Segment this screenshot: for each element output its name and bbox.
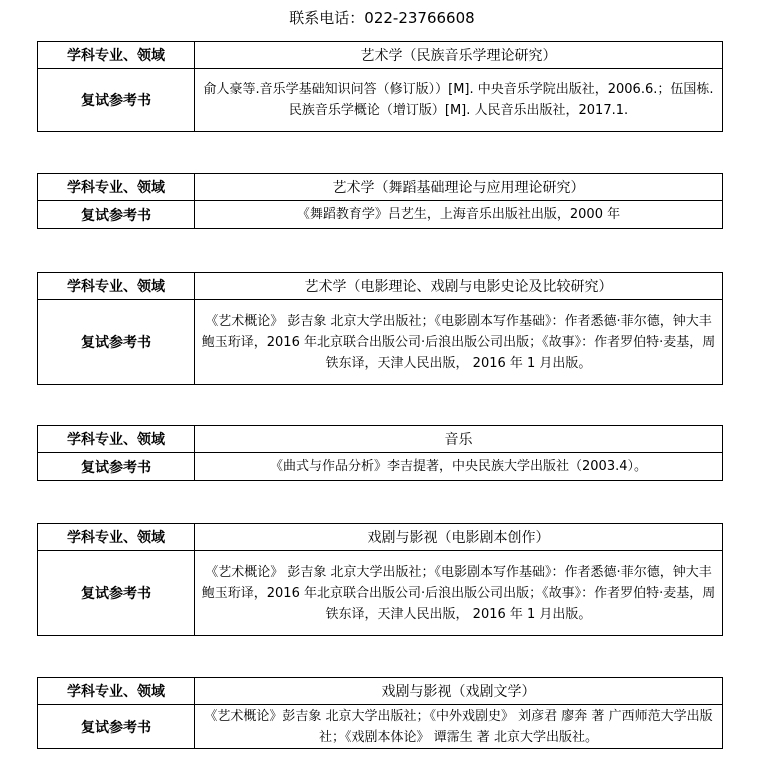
books-value: 俞人豪等.音乐学基础知识问答（修订版））[M]. 中央音乐学院出版社，2006.6.；伍国栋.民族音乐学概论（增订版）[M]. 人民音乐出版社，2017.1. (195, 69, 723, 132)
field-value: 戏剧与影视（戏剧文学） (195, 678, 723, 705)
spec-table-5 (37, 523, 723, 636)
books-label: 复试参考书 (38, 300, 195, 385)
field-value: 艺术学（民族音乐学理论研究） (195, 42, 723, 69)
field-value: 艺术学（电影理论、戏剧与电影史论及比较研究） (195, 273, 723, 300)
books-value: 《曲式与作品分析》李吉提著，中央民族大学出版社（2003.4）。 (195, 453, 723, 481)
field-label: 学科专业、领域 (38, 678, 195, 705)
books-value: 《艺术概论》彭吉象 北京大学出版社；《中外戏剧史》 刘彦君 廖奔 著 广西师范大学出版社；《戏剧本体论》 谭霈生 著 北京大学出版社。 (195, 705, 723, 749)
field-value: 戏剧与影视（电影剧本创作） (195, 524, 723, 551)
books-row (38, 705, 723, 749)
field-row (38, 273, 723, 300)
contact-phone: 联系电话：022-23766608 (289, 9, 475, 27)
books-row (38, 300, 723, 385)
books-row (38, 453, 723, 481)
field-label: 学科专业、领域 (38, 42, 195, 69)
field-label: 学科专业、领域 (38, 273, 195, 300)
books-value: 《艺术概论》 彭吉象 北京大学出版社；《电影剧本写作基础》：作者悉德·菲尔德，钟大丰 鲍玉珩译，2016 年北京联合出版公司·后浪出版公司出版；《故事》：作者罗伯特·麦基，周铁东译，天津人民出版， 2016 年 1 月出版。 (195, 551, 723, 636)
spec-table-2 (37, 173, 723, 229)
field-label: 学科专业、领域 (38, 174, 195, 201)
spec-table-1 (37, 41, 723, 132)
field-value: 艺术学（舞蹈基础理论与应用理论研究） (195, 174, 723, 201)
field-row (38, 174, 723, 201)
books-label: 复试参考书 (38, 453, 195, 481)
field-row (38, 42, 723, 69)
spec-table-4 (37, 425, 723, 481)
books-value: 《舞蹈教育学》吕艺生，上海音乐出版社出版，2000 年 (195, 201, 723, 229)
books-label: 复试参考书 (38, 201, 195, 229)
field-label: 学科专业、领域 (38, 426, 195, 453)
books-label: 复试参考书 (38, 705, 195, 749)
field-row (38, 524, 723, 551)
books-row (38, 551, 723, 636)
field-row (38, 426, 723, 453)
spec-table-6 (37, 677, 723, 749)
books-row (38, 69, 723, 132)
field-row (38, 678, 723, 705)
books-label: 复试参考书 (38, 551, 195, 636)
books-label: 复试参考书 (38, 69, 195, 132)
field-value: 音乐 (195, 426, 723, 453)
books-value: 《艺术概论》 彭吉象 北京大学出版社；《电影剧本写作基础》：作者悉德·菲尔德，钟大丰 鲍玉珩译，2016 年北京联合出版公司·后浪出版公司出版；《故事》：作者罗伯特·麦基，周铁东译，天津人民出版， 2016 年 1 月出版。 (195, 300, 723, 385)
spec-table-3 (37, 272, 723, 385)
field-label: 学科专业、领域 (38, 524, 195, 551)
books-row (38, 201, 723, 229)
